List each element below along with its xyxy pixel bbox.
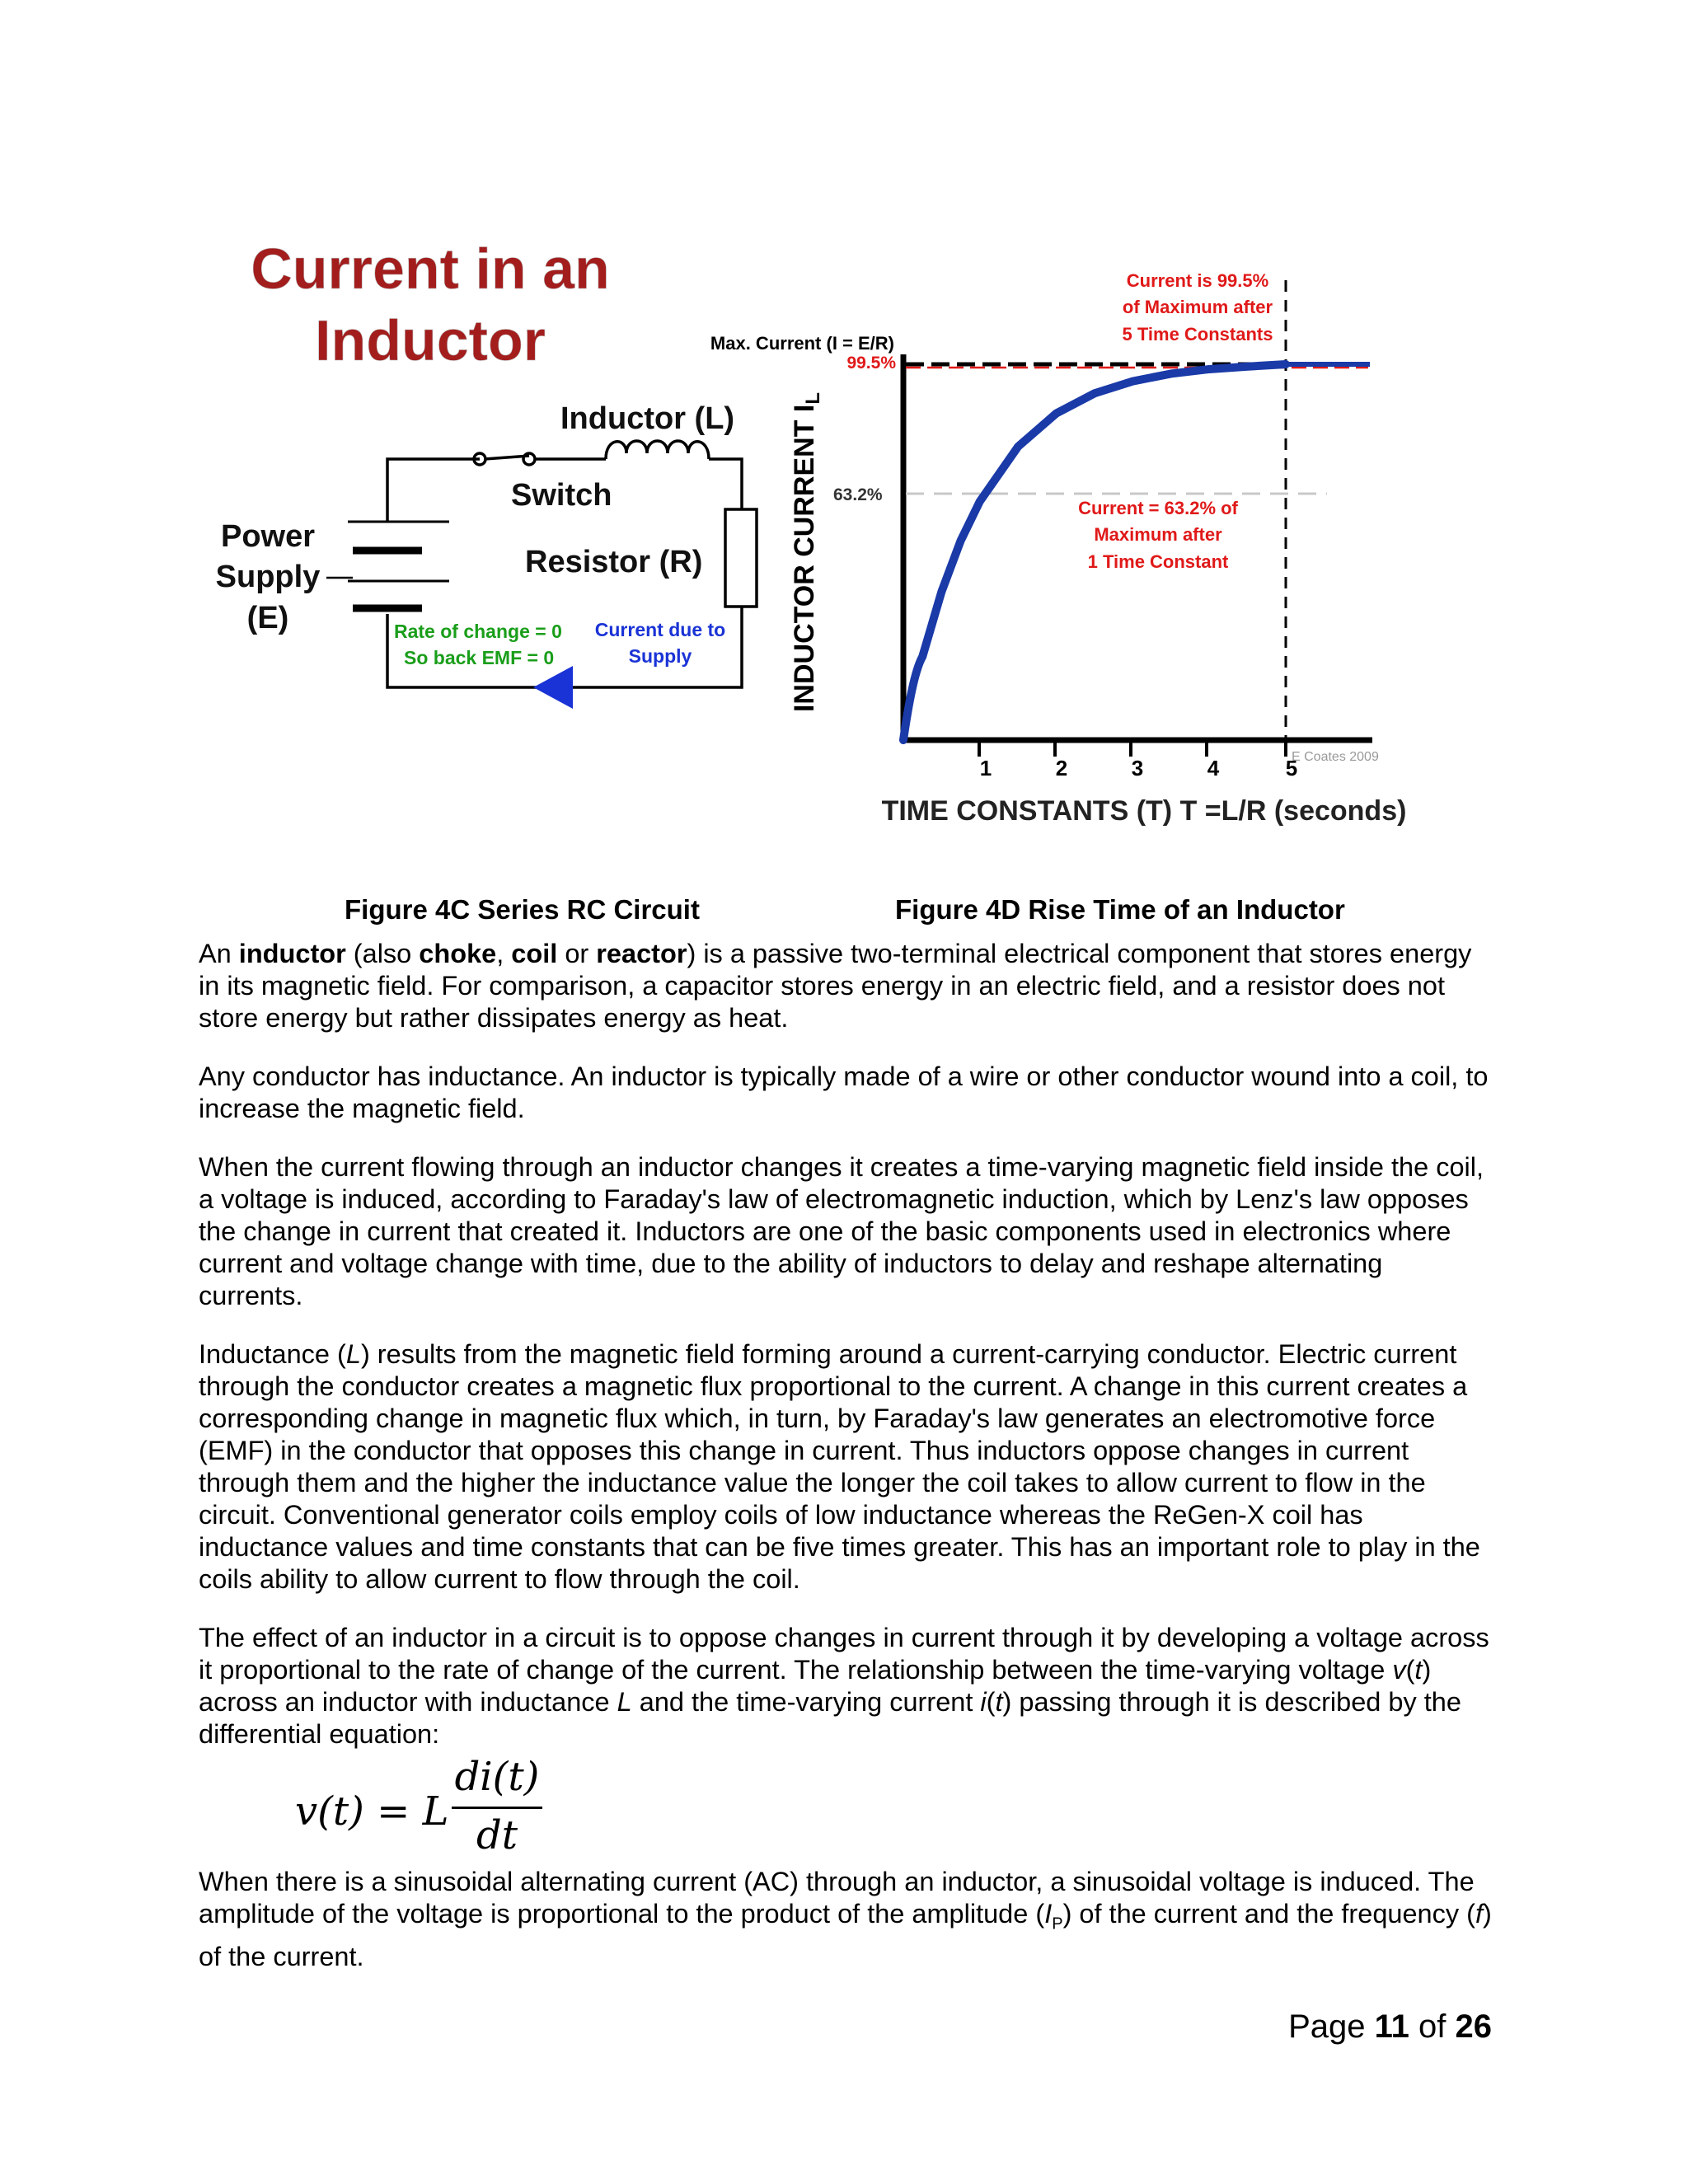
differential-equation: [295, 1754, 625, 1861]
label-63-2: 63.2%: [833, 485, 883, 504]
current-note-line1: Current due to: [594, 619, 726, 640]
switch-label: Switch: [511, 478, 612, 513]
equation-lhs: v(t) = L: [295, 1788, 449, 1835]
equation-denominator: dt: [476, 1812, 518, 1858]
power-label-line2: Supply: [215, 560, 321, 594]
rate-note-line1: Rate of change = 0: [394, 621, 562, 642]
x-axis-label: TIME CONSTANTS (T) T =L/R (seconds): [881, 795, 1407, 827]
annotation-mid-line1: Current = 63.2% of: [1078, 498, 1238, 518]
resistor-label: Resistor (R): [525, 545, 703, 579]
label-99-5: 99.5%: [846, 354, 896, 373]
paragraph-6: When there is a sinusoidal alternating current (AC) through an inductor, a sinusoidal voltage is induced. The amplitude of the voltage is proportional to the product of the amplitude $(I_P)$ of the current and the frequency (f) of the current.: [199, 1867, 1492, 1971]
rise-time-graph: [901, 280, 1372, 757]
current-direction-arrow: [533, 666, 573, 709]
paragraph-2: Any conductor has inductance. An inductor is typically made of a wire or other conductor wound into a coil, to increase the magnetic field.: [199, 1062, 1489, 1123]
annotation-mid-line2: Maximum after: [1094, 524, 1222, 545]
inductor-label: Inductor (L): [560, 401, 735, 436]
copyright-label: E Coates 2009: [1292, 750, 1379, 764]
figure-title-line1: Current in an: [251, 237, 610, 301]
circuit-wire-top-left: [387, 459, 480, 522]
tick-label-3: 3: [1131, 756, 1144, 780]
annotation-top-line1: Current is 99.5%: [1126, 270, 1269, 291]
switch-terminal-right: [523, 453, 535, 465]
fraction-bar: [452, 1807, 542, 1809]
paragraph-5: The effect of an inductor in a circuit is to oppose changes in current through it by developing a voltage across it proportional to the rate of change of the current. The relationship between the time-varying voltage v(t) across an inductor with inductance L and the time-varying current i(t) passing through it is described by the differential equation:: [199, 1623, 1489, 1749]
annotation-mid-line3: 1 Time Constant: [1087, 551, 1229, 572]
caption-right: Figure 4D Rise Time of an Inductor: [895, 894, 1345, 925]
figure-title-line2: Inductor: [315, 308, 546, 373]
resistor-symbol: [725, 509, 757, 607]
tick-label-2: 2: [1055, 756, 1068, 780]
tick-label-5: 5: [1285, 756, 1298, 780]
caption-left: Figure 4C Series RC Circuit: [345, 894, 700, 925]
equation-numerator: di(t): [454, 1754, 540, 1800]
power-label-line1: Power: [220, 519, 316, 554]
inductor-coil-symbol: [606, 441, 709, 459]
current-note-line2: Supply: [628, 645, 692, 667]
page-number: Page 11 of 26: [1288, 2008, 1492, 2045]
paragraph-3: When the current flowing through an inductor changes it creates a time-varying magnetic field inside the coil, a voltage is induced, according to Faraday's law of electromagnetic induction, which by Lenz's law opposes the change in current that created it. Inductors are one of the basic components used in electronics where current and voltage change with time, due to the ability of inductors to delay and reshape alternating currents.: [199, 1152, 1484, 1310]
circuit-wire-coil-to-resistor: [709, 459, 742, 509]
power-label-line3: (E): [246, 601, 289, 635]
paragraph-1: An inductor (also choke, coil or reactor) is a passive two-terminal electrical component that stores energy in its magnetic field. For comparison, a capacitor stores energy in an electric field, and a resistor does not store energy but rather dissipates energy as heat.: [199, 939, 1472, 1033]
annotation-top-line3: 5 Time Constants: [1122, 324, 1273, 344]
rate-note-line2: So back EMF = 0: [404, 647, 555, 668]
max-current-label: Max. Current (I = E/R): [710, 333, 894, 354]
body-text: [199, 938, 1493, 1777]
tick-label-4: 4: [1207, 756, 1220, 780]
y-axis-label: INDUCTOR CURRENT $I_L$: [789, 391, 824, 713]
tick-label-1: 1: [979, 756, 992, 780]
annotation-top-line2: of Maximum after: [1122, 297, 1273, 317]
paragraph-4: Inductance (L) results from the magnetic field forming around a current-carrying conductor. Electric current through the conductor creates a magnetic flux proportional to the current. A change in this current creates a corresponding change in magnetic flux which, in turn, by Faraday's law generates an electromotive force (EMF) in the conductor that opposes this change in current. Thus inductors oppose changes in current through them and the higher the inductance value the longer the coil takes to allow current to flow in the circuit. Conventional generator coils employ coils of low inductance whereas the ReGen-X coil has inductance values and time constants that can be five times greater. This has an important role to play in the coils ability to allow current to flow through the coil.: [199, 1339, 1480, 1594]
inductor-figure: [0, 0, 1688, 874]
equation-fraction: [452, 1754, 542, 1858]
